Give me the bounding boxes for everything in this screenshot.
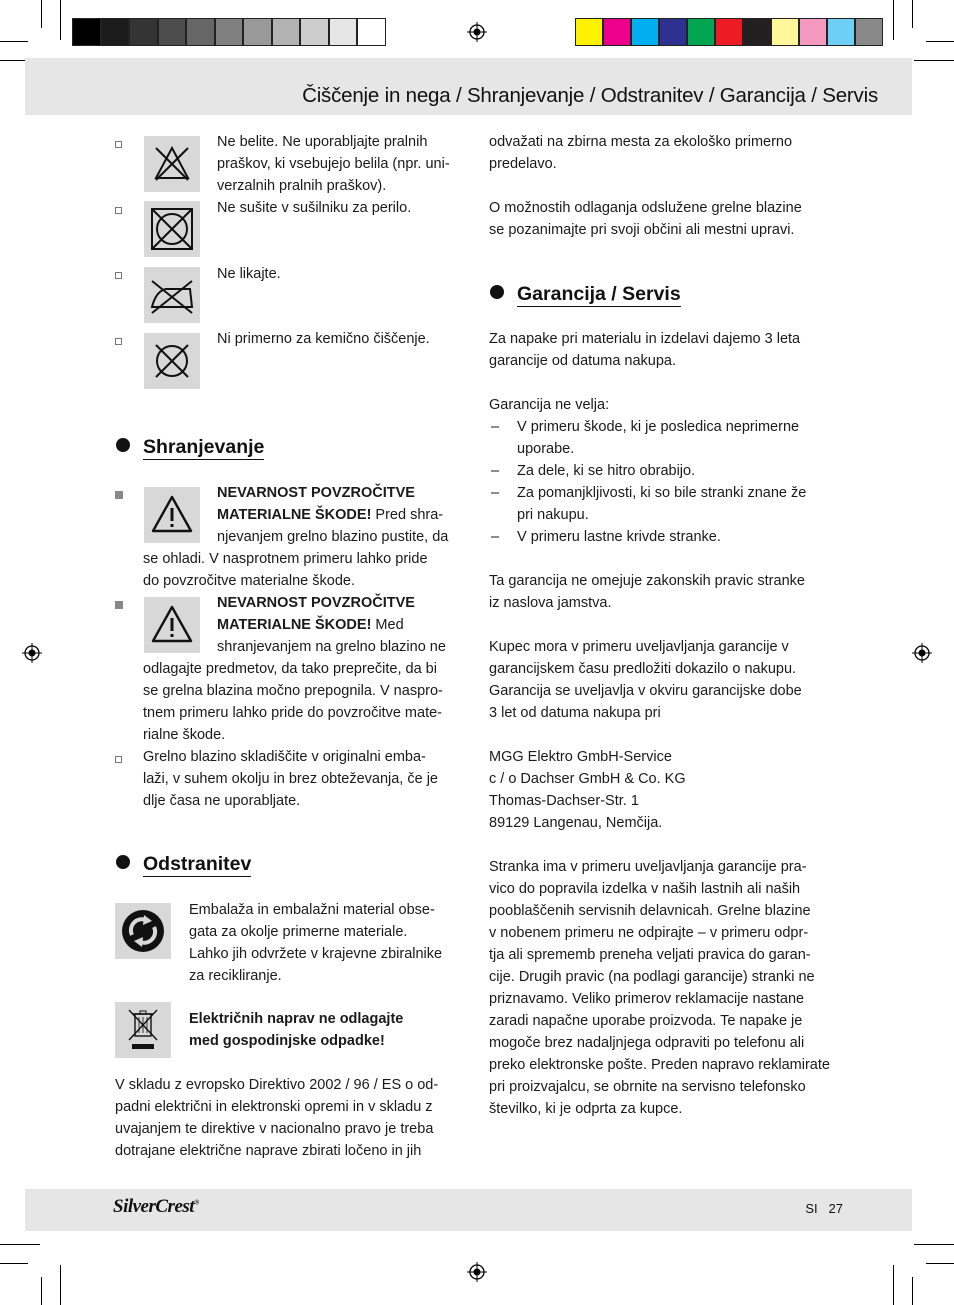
page-title: Čiščenje in nega / Shranjevanje / Odstranitev / Garancija / Servis (302, 84, 878, 107)
checkbox-bullet (115, 756, 122, 763)
warning-text: do povzročitve materialne škode. (143, 573, 355, 589)
warning-triangle-icon (144, 597, 200, 653)
warning-text: se grelna blazina močno prepognila. V naspro- (143, 683, 443, 699)
crop-mark (0, 41, 28, 42)
registration-mark-icon (467, 22, 487, 42)
warning-text: odlagajte predmetov, da tako preprečite, da bi (143, 661, 437, 677)
gray-swatch (300, 18, 329, 46)
repair-text: zaradi napačne uporabe proizvoda. Te napake je (489, 1013, 803, 1029)
no-iron-icon (144, 267, 200, 323)
color-swatch (603, 18, 631, 46)
repair-text: vico do popravila izdelka v naših lastnih ali naših (489, 881, 801, 897)
address-line: MGG Elektro GmbH-Service (489, 749, 672, 765)
dash-bullet: – (491, 485, 500, 501)
storage-tip-text: dlje časa ne uporabljate. (143, 793, 301, 809)
checkbox-bullet (115, 272, 122, 279)
proof-text: garancijskem času predložiti dokazilo o nakupu. (489, 661, 797, 677)
gray-swatch (186, 18, 215, 46)
exclusion-item: Za pomanjkljivosti, ki so bile stranki znane že (517, 485, 807, 501)
language-code: SI (805, 1201, 818, 1216)
gray-swatch (72, 18, 101, 46)
gray-swatch (243, 18, 272, 46)
exclusion-item: Za dele, ki se hitro obrabijo. (517, 463, 696, 479)
warning-text: se ohladi. V nasprotnem primeru lahko pride (143, 551, 428, 567)
repair-text: preko elektronske pošte. Preden napravo reklamirate (489, 1057, 830, 1073)
care-text-line: Ne likajte. (217, 266, 281, 282)
repair-text: pri proizvajalcu, se obrnite na servisno telefonsko (489, 1079, 806, 1095)
crop-mark (60, 0, 61, 40)
proof-text: Garancija se uveljavlja v okviru garancijske dobe (489, 683, 802, 699)
care-text-line: Ni primerno za kemično čiščenje. (217, 331, 430, 347)
service-address (489, 746, 686, 834)
exclusion-item: uporabe. (517, 441, 575, 457)
repair-text: tja ali sprememb preneha veljati pravica do garan- (489, 947, 811, 963)
packaging-text: gata za okolje primerne materiale. (189, 924, 408, 940)
gray-swatch (329, 18, 358, 46)
care-text-line: Ne sušite v sušilniku za perilo. (217, 200, 412, 216)
warning-bold-text: NEVARNOST POVZROČITVE (217, 485, 415, 501)
registration-mark-icon (22, 643, 42, 663)
care-text-line: Ne belite. Ne uporabljajte pralnih (217, 134, 428, 150)
color-swatch (743, 18, 771, 46)
warning-bold-text: NEVARNOST POVZROČITVE (217, 595, 415, 611)
disposal-cont-text: predelavo. (489, 156, 557, 172)
address-line: c / o Dachser GmbH & Co. KG (489, 771, 686, 787)
care-text-line: verzalnih pralnih praškov). (217, 178, 387, 194)
repair-text: mogoče brez nadaljnjega odpraviti po telefonu ali (489, 1035, 805, 1051)
gray-swatch (215, 18, 244, 46)
address-line: Thomas-Dachser-Str. 1 (489, 793, 639, 809)
repair-text: številko, ki je odprta za kupce. (489, 1101, 683, 1117)
bullet-dot-icon (116, 438, 130, 452)
warning-text: tnem primeru lahko pride do povzročitve mate- (143, 705, 442, 721)
section-heading-storage: Shranjevanje (116, 436, 264, 459)
crop-mark (893, 1265, 894, 1305)
color-swatch (799, 18, 827, 46)
bullet-dot-icon (116, 855, 130, 869)
green-dot-recycling-icon (115, 903, 171, 959)
crop-mark (0, 1244, 40, 1245)
rights-text: iz naslova jamstva. (489, 595, 612, 611)
warranty-intro-text: garancije od datuma nakupa. (489, 353, 677, 369)
checkbox-bullet (115, 338, 122, 345)
dash-bullet: – (491, 463, 500, 479)
exclusion-item: V primeru lastne krivde stranke. (517, 529, 721, 545)
proof-text: Kupec mora v primeru uveljavljanja garancije v (489, 639, 789, 655)
warning-text: njevanjem grelno blazino pustite, da (217, 529, 449, 545)
directive-text: uvajanjem te direktive v nacionalno pravo je treba (115, 1121, 434, 1137)
crop-mark (926, 1263, 954, 1264)
crop-mark (914, 1244, 954, 1245)
disposal-info-text: se pozanimajte pri svoji občini ali mestni upravi. (489, 222, 795, 238)
checkbox-bullet (115, 141, 122, 148)
repair-text: v nobenem primeru ne odpirajte – v primeru odpr- (489, 925, 809, 941)
color-swatch (575, 18, 603, 46)
no-tumble-dry-icon (144, 201, 200, 257)
gray-swatch (158, 18, 187, 46)
registration-mark-icon (467, 1262, 487, 1282)
gray-swatch (357, 18, 386, 46)
gray-swatch (272, 18, 301, 46)
gray-swatch (129, 18, 158, 46)
weee-warning-text: med gospodinjske odpadke! (189, 1033, 385, 1049)
disposal-cont-text: odvažati na zbirna mesta za ekološko primerno (489, 134, 793, 150)
crop-mark (926, 41, 954, 42)
color-swatch (659, 18, 687, 46)
exclusions-title: Garancija ne velja: (489, 397, 610, 413)
bullet-dot-icon (490, 285, 504, 299)
warranty-intro-text: Za napake pri materialu in izdelavi dajemo 3 leta (489, 331, 801, 347)
page-number-value: 27 (828, 1201, 843, 1216)
crop-mark (41, 0, 42, 28)
crop-mark (41, 1277, 42, 1305)
square-bullet (115, 491, 123, 499)
exclusion-item: pri nakupu. (517, 507, 589, 523)
crossed-bin-weee-icon (115, 1002, 171, 1058)
rights-text: Ta garancija ne omejuje zakonskih pravic stranke (489, 573, 805, 589)
directive-text: V skladu z evropsko Direktivo 2002 / 96 / ES o od- (115, 1077, 439, 1093)
repair-text: cije. Drugih pravic (na podlagi garancije) stranki ne (489, 969, 815, 985)
packaging-text: za recikliranje. (189, 968, 282, 984)
storage-tip-text: laži, v suhem okolju in brez obteževanja, če je (143, 771, 438, 787)
repair-text: Stranka ima v primeru uveljavljanja garancije pra- (489, 859, 807, 875)
packaging-text: Embalaža in embalažni material obse- (189, 902, 435, 918)
page-number (805, 1201, 843, 1216)
packaging-text: Lahko jih odvržete v krajevne zbiralnike (189, 946, 443, 962)
square-bullet (115, 601, 123, 609)
no-bleach-icon (144, 136, 200, 192)
care-text-line: praškov, ki vsebujejo belila (npr. uni- (217, 156, 450, 172)
crop-mark (914, 60, 954, 61)
warning-bold-text: MATERIALNE ŠKODE! (217, 617, 372, 633)
repair-text: pooblaščenih servisnih delavnicah. Grelne blazine (489, 903, 811, 919)
color-swatch (715, 18, 743, 46)
repair-text: priznavamo. Veliko primerov reklamacije nastane (489, 991, 805, 1007)
section-heading-warranty: Garancija / Servis (490, 283, 681, 306)
silvercrest-logo: SilverCrest® (113, 1196, 199, 1217)
proof-text: 3 let od datuma nakupa pri (489, 705, 661, 721)
exclusion-item: V primeru škode, ki je posledica neprimerne (517, 419, 800, 435)
dash-bullet: – (491, 419, 500, 435)
crop-mark (893, 0, 894, 40)
address-line: 89129 Langenau, Nemčija. (489, 815, 663, 831)
checkbox-bullet (115, 207, 122, 214)
gray-swatch (101, 18, 130, 46)
warning-text: shranjevanjem na grelno blazino ne (217, 639, 446, 655)
warning-bold-text: MATERIALNE ŠKODE! (217, 507, 372, 523)
warning-text: Med (371, 617, 404, 633)
crop-mark (60, 1265, 61, 1305)
dash-bullet: – (491, 529, 500, 545)
disposal-info-text: O možnostih odlaganja odslužene grelne blazine (489, 200, 802, 216)
directive-text: dotrajane električne naprave zbirati ločeno in jih (115, 1143, 422, 1159)
weee-warning-text: Električnih naprav ne odlagajte (189, 1011, 404, 1027)
crop-mark (912, 1277, 913, 1305)
color-swatch (855, 18, 883, 46)
registration-mark-icon (912, 643, 932, 663)
color-swatch (631, 18, 659, 46)
warning-text: Pred shra- (371, 507, 444, 523)
warning-triangle-icon (144, 487, 200, 543)
warning-text: rialne škode. (143, 727, 226, 743)
storage-tip-text: Grelno blazino skladiščite v originalni emba- (143, 749, 426, 765)
section-heading-disposal: Odstranitev (116, 853, 251, 876)
color-swatch (771, 18, 799, 46)
directive-text: padni električni in elektronski opremi in v skladu z (115, 1099, 433, 1115)
color-swatch (687, 18, 715, 46)
crop-mark (0, 1263, 28, 1264)
color-swatch (827, 18, 855, 46)
crop-mark (912, 0, 913, 28)
no-dry-clean-icon (144, 333, 200, 389)
